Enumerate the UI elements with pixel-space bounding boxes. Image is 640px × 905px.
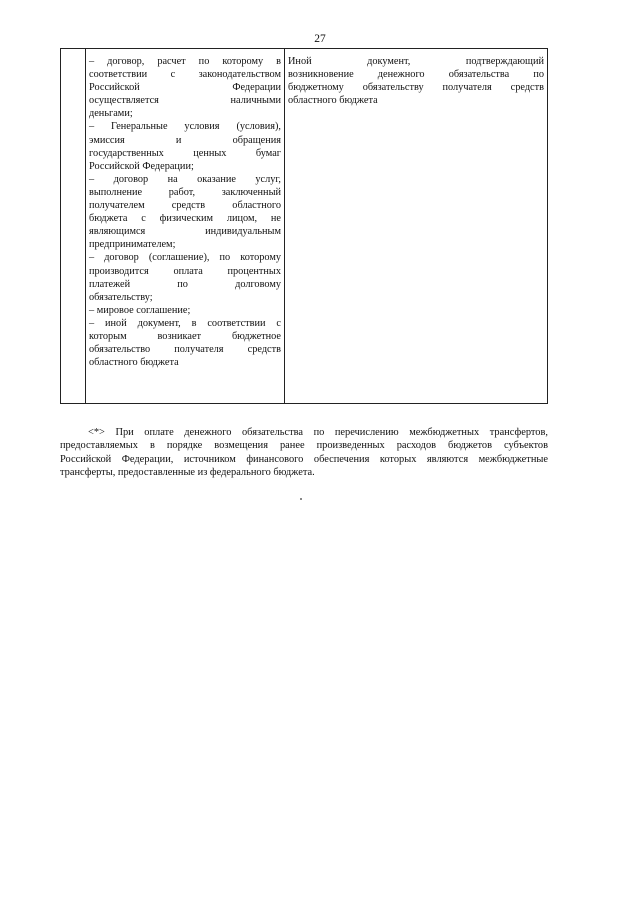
table-row [61,49,548,404]
text-line: получателем средств областного [89,200,281,212]
table-cell-empty [61,49,86,404]
text-line: обязательство получателя средств [89,344,281,356]
text-line: деньгами; [89,108,133,120]
text-line: – Генеральные условия (условия), [89,121,281,133]
text-line: – мировое соглашение; [89,304,191,316]
text-line: предоставляемых в порядке возмещения ранее произведенных расходов бюджетов субъектов [60,440,548,452]
text-line: областного бюджета [89,357,179,369]
text-line: выполнение работ, заключенный [89,186,281,198]
text-line: – договор (соглашение), по которому [89,252,281,264]
text-line: обязательству; [89,291,153,303]
text-line: Российской Федерации, источником финансового обеспечения которых являются межбюджетные [60,453,548,465]
text-line: Российской Федерации; [89,160,194,172]
text-line: <*> При оплате денежного обязательства по перечислению межбюджетных трансфертов, [88,427,548,438]
text-line: бюджетному обязательству получателя средств [288,82,544,94]
table-cell-document-types [86,49,285,404]
text-line: трансферты, предоставленные из федерального бюджета. [60,467,315,479]
text-line: государственных ценных бумаг [89,147,281,159]
text-line: – договор на оказание услуг, [89,173,281,185]
text-line: производится оплата процентных [89,265,281,277]
table-cell-other-document [285,49,548,404]
text-line: возникновение денежного обязательства по [288,69,544,81]
text-line: осуществляется наличными [89,95,281,107]
text-line: Российской Федерации [89,82,281,94]
text-line: – иной документ, в соответствии с [89,317,281,329]
scan-speck [300,498,302,500]
text-line: предпринимателем; [89,239,176,251]
footnote [60,426,548,480]
text-line: областного бюджета [288,95,378,107]
document-table [60,48,548,404]
text-line: являющимся индивидуальным [89,226,281,238]
text-line: Иной документ, подтверждающий [288,56,544,67]
text-line: соответствии с законодательством [89,69,281,81]
text-line: платежей по долговому [89,278,281,290]
text-line: которым возникает бюджетное [89,330,281,342]
text-line: бюджета с физическим лицом, не [89,213,281,225]
text-line: – договор, расчет по которому в [89,56,281,67]
text-line: эмиссия и обращения [89,134,281,146]
page-number: 27 [314,33,326,45]
